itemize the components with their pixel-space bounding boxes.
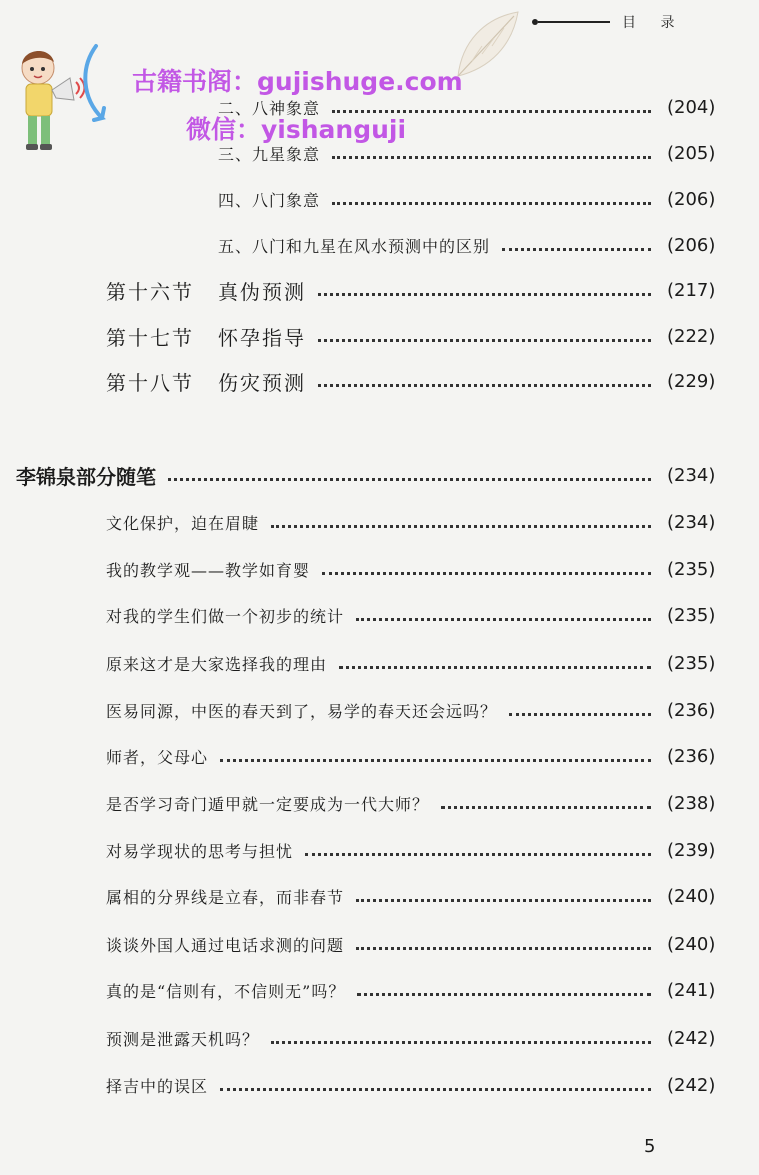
running-header-title: 目 录	[622, 15, 685, 31]
toc-leader	[339, 666, 651, 669]
toc-section-page: (229)	[667, 370, 716, 392]
toc-entry-title: 二、八神象意	[218, 98, 321, 118]
section-number: 第十七节	[106, 325, 194, 350]
section-name: 怀孕指导	[218, 325, 306, 350]
toc-essay-page: (240)	[667, 933, 716, 955]
toc-leader	[332, 156, 651, 159]
toc-leader	[441, 806, 651, 809]
toc-essay[interactable]	[106, 598, 716, 632]
toc-essay-page: (236)	[667, 745, 716, 767]
toc-essay[interactable]	[106, 646, 716, 680]
toc-entry[interactable]	[218, 90, 716, 124]
toc-essay-title: 对我的学生们做一个初步的统计	[106, 606, 345, 626]
toc-essay[interactable]	[106, 693, 716, 727]
toc-essay-page: (242)	[667, 1027, 716, 1049]
toc-section-title	[106, 322, 306, 351]
toc-leader	[332, 202, 651, 205]
toc-essay-title: 文化保护，迫在眉睫	[106, 513, 260, 533]
toc-leader	[271, 525, 651, 528]
toc-entry-page: (204)	[667, 96, 716, 118]
toc-entry-title: 四、八门象意	[218, 190, 321, 210]
toc-leader	[318, 339, 651, 342]
toc-essay-title: 择吉中的误区	[106, 1076, 209, 1096]
toc-essay[interactable]	[106, 833, 716, 867]
toc-entry-title: 三、九星象意	[218, 144, 321, 164]
toc-essay-title: 医易同源，中医的春天到了，易学的春天还会远吗？	[106, 701, 498, 721]
toc-essay-title: 谈谈外国人通过电话求测的问题	[106, 935, 345, 955]
toc-leader	[305, 853, 651, 856]
toc-leader	[356, 618, 651, 621]
toc-entry-page: (206)	[667, 234, 716, 256]
toc-essay-page: (238)	[667, 792, 716, 814]
toc-section[interactable]	[106, 319, 716, 353]
toc-entry-title: 五、八门和九星在风水预测中的区别	[218, 236, 491, 256]
section-name: 伤灾预测	[218, 370, 306, 395]
toc-essay-title: 原来这才是大家选择我的理由	[106, 654, 328, 674]
toc-chapter-page: (234)	[667, 464, 716, 486]
cartoon-mascot-icon	[10, 38, 106, 158]
toc-leader	[318, 384, 651, 387]
toc-essay[interactable]	[106, 973, 716, 1007]
toc-essay[interactable]	[106, 1068, 716, 1102]
toc-essay-page: (235)	[667, 604, 716, 626]
toc-essay-page: (241)	[667, 979, 716, 1001]
watermark-site-text: 古籍书阁：gujishuge.com	[132, 67, 463, 96]
toc-essay[interactable]	[106, 1021, 716, 1055]
toc-leader	[220, 759, 651, 762]
toc-section-page: (222)	[667, 325, 716, 347]
toc-section[interactable]	[106, 364, 716, 398]
toc-essay-page: (235)	[667, 558, 716, 580]
toc-essay-page: (242)	[667, 1074, 716, 1096]
toc-leader	[322, 572, 651, 575]
toc-essay[interactable]	[106, 927, 716, 961]
toc-leader	[332, 110, 651, 113]
toc-essay-title: 对易学现状的思考与担忧	[106, 841, 294, 861]
toc-entry[interactable]	[218, 228, 716, 262]
toc-essay[interactable]	[106, 739, 716, 773]
toc-essay-title: 是否学习奇门遁甲就一定要成为一代大师？	[106, 794, 430, 814]
toc-essay[interactable]	[106, 505, 716, 539]
toc-essay-page: (240)	[667, 885, 716, 907]
toc-essay[interactable]	[106, 879, 716, 913]
toc-entry-page: (206)	[667, 188, 716, 210]
toc-leader	[356, 899, 651, 902]
toc-essay-title: 我的教学观——教学如育婴	[106, 560, 311, 580]
toc-entry[interactable]	[218, 136, 716, 170]
toc-chapter[interactable]	[16, 458, 716, 492]
toc-essay-title: 预测是泄露天机吗？	[106, 1029, 260, 1049]
watermark-wechat-text: 微信：yishanguji	[186, 115, 407, 144]
toc-leader	[220, 1088, 651, 1091]
toc-essay-page: (235)	[667, 652, 716, 674]
toc-section-title	[106, 276, 306, 305]
section-name: 真伪预测	[218, 279, 306, 304]
toc-section-page: (217)	[667, 279, 716, 301]
toc-entry[interactable]	[218, 182, 716, 216]
toc-leader	[509, 713, 651, 716]
toc-essay-title: 师者，父母心	[106, 747, 209, 767]
section-number: 第十六节	[106, 279, 194, 304]
toc-essay-page: (236)	[667, 699, 716, 721]
toc-leader	[356, 947, 651, 950]
toc-essay-title: 真的是“信则有，不信则无”吗？	[106, 981, 346, 1001]
toc-section-title	[106, 367, 306, 396]
toc-essay-page: (239)	[667, 839, 716, 861]
toc-essay-title: 属相的分界线是立春，而非春节	[106, 887, 345, 907]
header-rule	[532, 14, 612, 30]
toc-leader	[357, 993, 651, 996]
toc-essay-page: (234)	[667, 511, 716, 533]
toc-leader	[318, 293, 651, 296]
toc-entry-page: (205)	[667, 142, 716, 164]
toc-leader	[168, 478, 651, 481]
page-number: 5	[644, 1136, 656, 1157]
toc-chapter-title: 李锦泉部分随笔	[16, 464, 156, 489]
toc-section[interactable]	[106, 273, 716, 307]
toc-leader	[271, 1041, 651, 1044]
toc-leader	[502, 248, 651, 251]
header-line	[538, 21, 610, 23]
toc-essay[interactable]	[106, 786, 716, 820]
section-number: 第十八节	[106, 370, 194, 395]
toc-essay[interactable]	[106, 552, 716, 586]
